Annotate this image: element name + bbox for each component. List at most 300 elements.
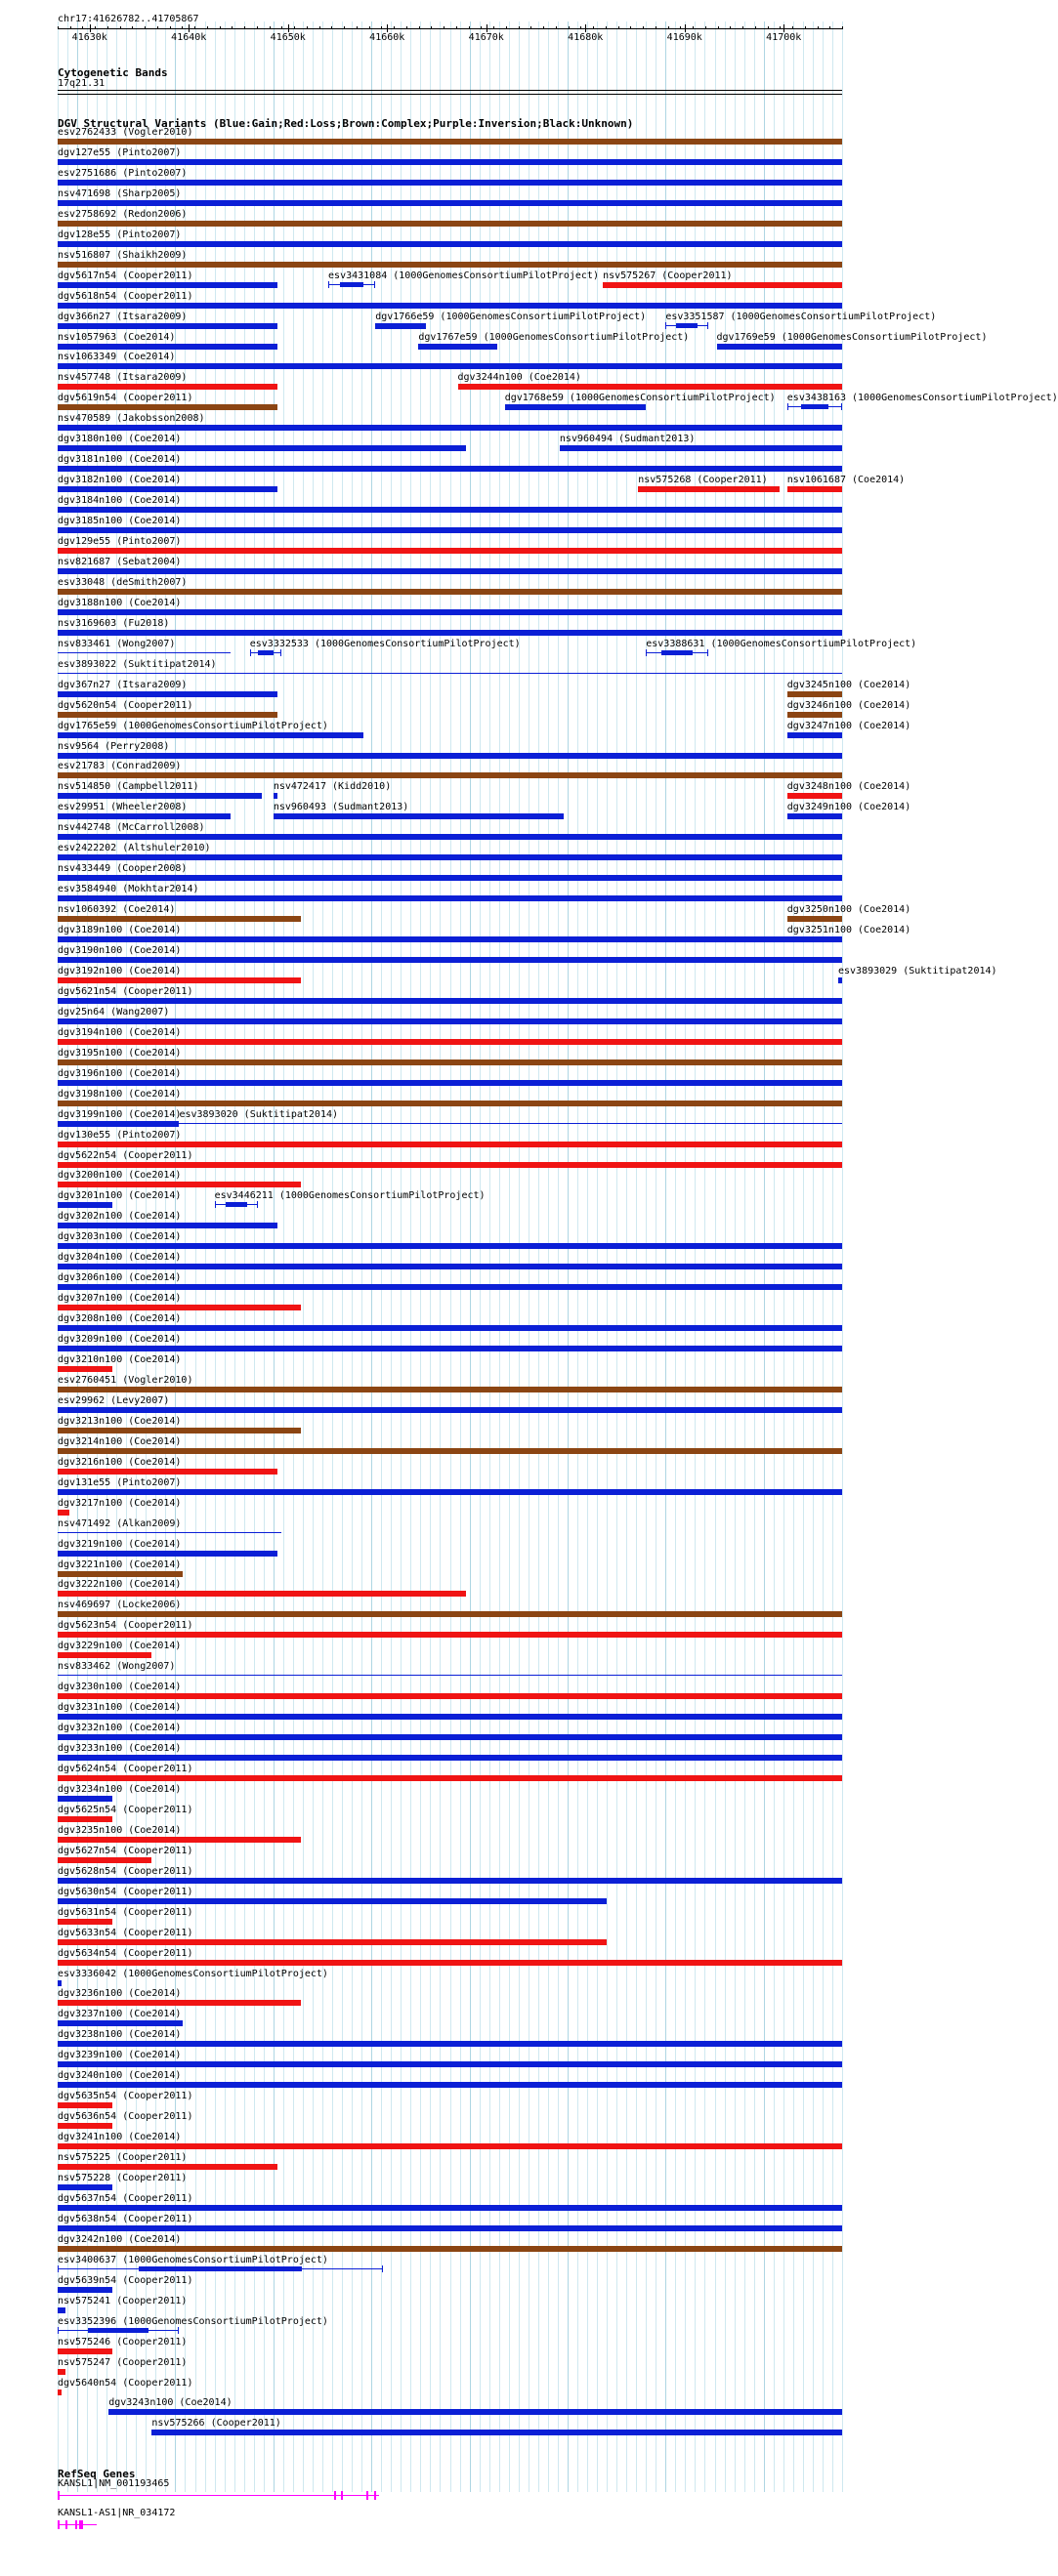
sv-feature-label: dgv5617n54 (Cooper2011) [58,270,193,281]
sv-feature-bar [58,1510,69,1516]
sv-feature-bar [58,1018,842,1024]
sv-feature-block [226,1202,247,1207]
sv-feature-label: esv3893020 (Suktitipat2014) [179,1108,339,1120]
ruler-tick-label: 41690k [666,32,702,43]
sv-feature-bar [58,262,842,268]
sv-feature-bar [58,507,842,513]
sv-feature-bar [787,916,842,922]
ruler-minor-tick [755,26,756,29]
grid-line [480,21,481,2492]
grid-line [460,21,461,2492]
sv-feature-label: dgv3192n100 (Coe2014) [58,965,182,976]
grid-line [352,21,353,2492]
sv-feature-label: dgv5639n54 (Cooper2011) [58,2274,193,2286]
sv-feature-bar [58,2102,112,2108]
sv-feature-block [139,2266,302,2271]
sv-feature-bar [58,1489,842,1495]
ruler-minor-tick [818,26,819,29]
sv-feature-label: dgv131e55 (Pinto2007) [58,1476,182,1488]
sv-feature-end [374,281,375,288]
sv-feature-label: esv3893029 (Suktitipat2014) [837,965,997,976]
sv-feature-label: dgv3196n100 (Coe2014) [58,1067,182,1079]
sv-feature-label: dgv1767e59 (1000GenomesConsortiumPilotProject) [418,331,690,343]
sv-feature-label: esv2422202 (Altshuler2010) [58,843,211,854]
sv-feature-label: dgv3245n100 (Coe2014) [786,679,911,690]
sv-feature-bar [787,813,842,819]
sv-feature-label: dgv3248n100 (Coe2014) [786,781,911,793]
sv-feature-end [58,2327,59,2334]
sv-feature-label: nsv1057963 (Coe2014) [58,331,176,343]
sv-feature-label: nsv516807 (Shaikh2009) [58,249,188,261]
sv-feature-bar [58,1059,842,1065]
sv-feature-label: dgv5636n54 (Cooper2011) [58,2111,193,2123]
sv-feature-bar [58,834,842,840]
sv-feature-label: dgv5628n54 (Cooper2011) [58,1865,193,1877]
sv-feature-label: dgv3250n100 (Coe2014) [786,904,911,916]
sv-feature-bar [787,732,842,738]
sv-feature-end [707,649,708,656]
ruler-tick-label: 41670k [468,32,504,43]
sv-feature-label: dgv3184n100 (Coe2014) [58,495,182,507]
sv-feature-bar [58,1223,277,1228]
sv-feature-end [382,2265,383,2272]
ruler-minor-tick [294,26,295,29]
ruler-minor-tick [805,26,806,29]
ruler-minor-tick [182,26,183,29]
sv-feature-label: esv2762433 (Vogler2010) [58,127,193,138]
sv-feature-bar [787,691,842,697]
grid-line [499,21,500,2492]
sv-feature-bar [58,180,842,186]
sv-feature-bar [58,221,842,227]
sv-feature-end [707,322,708,329]
grid-line [332,21,333,2492]
sv-feature-end [58,2265,59,2272]
ruler-tick-label: 41680k [568,32,604,43]
sv-feature-label: esv3431084 (1000GenomesConsortiumPilotProject) [328,270,599,281]
sv-feature-bar [58,998,842,1004]
sv-feature-bar [58,303,842,309]
sv-feature-label: dgv366n27 (Itsara2009) [58,311,188,322]
ruler-tick-label: 41650k [270,32,306,43]
sv-feature-bar [58,753,842,759]
sv-feature-end [841,403,842,410]
sv-feature-bar [58,895,842,901]
gene-exon [81,2520,83,2529]
grid-line [371,21,372,2492]
sv-feature-label: nsv575247 (Cooper2011) [58,2356,188,2368]
sv-feature-bar [58,568,842,574]
sv-feature-label: dgv367n27 (Itsara2009) [58,679,188,690]
ruler-minor-tick [718,26,719,29]
grid-line [489,21,490,2492]
sv-feature-label: esv33048 (deSmith2007) [58,576,188,588]
sv-feature-bar [274,813,564,819]
sv-feature-bar [638,486,780,492]
sv-feature-label: dgv5637n54 (Cooper2011) [58,2192,193,2204]
ruler-minor-tick [543,26,544,29]
sv-feature-bar [58,200,842,206]
sv-feature-end [178,2327,179,2334]
gene-exon [366,2491,368,2500]
sv-feature-bar [58,1243,842,1249]
sv-feature-label: dgv3244n100 (Coe2014) [457,372,581,384]
sv-feature-label: dgv3210n100 (Coe2014) [58,1354,182,1365]
sv-feature-bar [58,609,842,615]
sv-feature-bar [58,1632,842,1638]
sv-feature-bar [58,159,842,165]
gene-exon [58,2520,60,2529]
sv-feature-label: dgv5620n54 (Cooper2011) [58,699,193,711]
sv-feature-bar [58,2143,842,2149]
ruler-minor-tick [693,26,694,29]
sv-feature-bar [717,344,842,350]
ruler-axis [58,28,842,29]
sv-feature-block [258,650,274,655]
sv-feature-label: dgv3208n100 (Coe2014) [58,1313,182,1325]
sv-feature-bar [418,344,496,350]
sv-feature-label: dgv3203n100 (Coe2014) [58,1231,182,1243]
ruler-minor-tick [705,26,706,29]
sv-feature-bar [58,1652,151,1658]
sv-feature-bar [58,2164,277,2170]
sv-feature-bar [58,1857,151,1863]
sv-feature-label: dgv5621n54 (Cooper2011) [58,985,193,997]
sv-feature-label: nsv960493 (Sudmant2013) [273,802,409,813]
sv-feature-bar [58,2348,112,2354]
sv-feature-label: dgv3222n100 (Coe2014) [58,1579,182,1591]
sv-feature-bar [58,854,842,860]
sv-feature-label: nsv471698 (Sharp2005) [58,187,182,199]
ruler-minor-tick [469,26,470,29]
sv-feature-label: dgv130e55 (Pinto2007) [58,1129,182,1141]
ruler-minor-tick [742,26,743,29]
sv-feature-label: dgv3246n100 (Coe2014) [786,699,911,711]
sv-feature-label: nsv575228 (Cooper2011) [58,2173,188,2183]
sv-feature-bar [58,548,842,554]
sv-feature-label: nsv1063349 (Coe2014) [58,352,176,363]
sv-feature-label: dgv3214n100 (Coe2014) [58,1435,182,1447]
ruler-minor-tick [419,26,420,29]
sv-feature-bar [58,1714,842,1720]
sv-feature-label: nsv470589 (Jakobsson2008) [58,413,205,425]
sv-feature-bar [58,732,363,738]
ruler-minor-tick [580,26,581,29]
ruler-minor-tick [730,26,731,29]
sv-feature-bar [787,936,842,942]
ruler-minor-tick [519,26,520,29]
sv-feature-label: nsv469697 (Locke2006) [58,1600,182,1611]
sv-feature-label: nsv833461 (Wong2007) [58,638,176,649]
sv-feature-label: dgv3189n100 (Coe2014) [58,925,182,936]
cytoband-title[interactable]: Cytogenetic Bands [58,66,168,79]
grid-line [401,21,402,2492]
sv-feature-bar [58,589,842,595]
sv-feature-bar [58,957,842,963]
ruler-major-tick [189,24,190,32]
sv-feature-bar [58,977,301,983]
sv-feature-bar [58,1407,842,1413]
sv-feature-bar [58,1469,277,1475]
sv-feature-label: dgv5627n54 (Cooper2011) [58,1845,193,1856]
sv-feature-label: dgv1766e59 (1000GenomesConsortiumPilotProject) [375,311,647,322]
sv-feature-label: dgv3235n100 (Coe2014) [58,1824,182,1836]
ruler-major-tick [685,24,686,32]
sv-feature-label: nsv457748 (Itsara2009) [58,372,188,384]
sv-feature-label: dgv3185n100 (Coe2014) [58,516,182,527]
sv-feature-bar [58,1264,842,1269]
sv-feature-label: dgv3213n100 (Coe2014) [58,1415,182,1427]
dgv-track-title[interactable]: DGV Structural Variants (Blue:Gain;Red:Loss;Brown:Complex;Purple:Inversion;Black:Unknown) [58,117,634,130]
sv-feature-bar [58,466,842,472]
sv-feature-label: nsv472417 (Kidd2010) [273,781,392,793]
sv-feature-label: esv2758692 (Redon2006) [58,208,188,220]
sv-feature-label: esv3351587 (1000GenomesConsortiumPilotProject) [665,311,937,322]
sv-feature-bar [58,1775,842,1781]
sv-feature-block [340,282,363,287]
sv-feature-label: dgv3199n100 (Coe2014) [58,1108,182,1120]
sv-feature-end [280,649,281,656]
sv-feature-bar [58,384,277,390]
sv-feature-label: nsv833462 (Wong2007) [58,1661,176,1673]
sv-feature-label: dgv3217n100 (Coe2014) [58,1497,182,1509]
sv-feature-block [801,404,828,409]
grid-line [274,21,275,2492]
sv-feature-block [661,650,693,655]
sv-feature-bar [58,2246,842,2252]
grid-line [342,21,343,2492]
sv-feature-bar [787,793,842,799]
sv-feature-label: dgv3241n100 (Coe2014) [58,2132,182,2143]
ruler-major-tick [387,24,388,32]
sv-feature-label: dgv5623n54 (Cooper2011) [58,1620,193,1632]
gene-exon [75,2520,77,2529]
sv-feature-label: dgv3229n100 (Coe2014) [58,1641,182,1652]
cytoband-line [58,90,842,91]
sv-feature-bar [58,1796,112,1802]
grid-line [283,21,284,2492]
ruler-minor-tick [145,26,146,29]
grid-line [361,21,362,2492]
ruler-minor-tick [70,26,71,29]
gene-intron-line [58,2495,379,2496]
sv-feature-bar [505,404,647,410]
sv-feature-label: dgv5625n54 (Cooper2011) [58,1804,193,1815]
sv-feature-label: nsv471492 (Alkan2009) [58,1517,182,1529]
gene-label: KANSL1|NM_001193465 [58,2478,170,2489]
sv-feature-label: dgv3238n100 (Coe2014) [58,2029,182,2041]
sv-feature-bar [58,793,262,799]
sv-feature-line [179,1123,842,1124]
sv-feature-label: dgv3182n100 (Coe2014) [58,475,182,486]
ruler-minor-tick [481,26,482,29]
sv-feature-label: dgv1768e59 (1000GenomesConsortiumPilotProject) [504,393,776,404]
sv-feature-bar [58,1611,842,1617]
sv-feature-label: dgv3249n100 (Coe2014) [786,802,911,813]
sv-feature-label: dgv3216n100 (Coe2014) [58,1456,182,1468]
sv-feature-label: dgv3200n100 (Coe2014) [58,1170,182,1182]
grid-line [293,21,294,2492]
ruler-tick-label: 41700k [766,32,802,43]
sv-feature-label: esv29951 (Wheeler2008) [58,802,188,813]
ruler-minor-tick [232,26,233,29]
ruler-minor-tick [257,26,258,29]
sv-feature-label: dgv3234n100 (Coe2014) [58,1783,182,1795]
sv-feature-bar [58,1182,301,1187]
ruler-tick-label: 41660k [369,32,405,43]
sv-feature-bar [58,1202,112,1208]
sv-feature-bar [58,1898,607,1904]
sv-feature-bar [58,1428,301,1433]
gene-exon [341,2491,343,2500]
sv-feature-label: esv3584940 (Mokhtar2014) [58,884,199,895]
sv-feature-label: dgv3194n100 (Coe2014) [58,1026,182,1038]
sv-feature-bar [458,384,842,390]
sv-feature-bar [787,486,842,492]
sv-feature-label: dgv5635n54 (Cooper2011) [58,2091,193,2102]
sv-feature-bar [375,323,426,329]
gene-intron-line [58,2524,97,2525]
sv-feature-bar [58,1101,842,1106]
sv-feature-bar [58,1039,842,1045]
sv-feature-line [58,1675,842,1676]
ruler-minor-tick [132,26,133,29]
sv-feature-label: esv3446211 (1000GenomesConsortiumPilotProject) [214,1190,486,1202]
ruler-minor-tick [170,26,171,29]
ruler-minor-tick [357,26,358,29]
grid-line [783,21,784,2492]
ruler-minor-tick [319,26,320,29]
sv-feature-bar [58,344,277,350]
grid-line [264,21,265,2492]
grid-line [244,21,245,2492]
sv-feature-label: dgv3231n100 (Coe2014) [58,1702,182,1714]
ruler-minor-tick [107,26,108,29]
sv-feature-bar [58,2061,842,2067]
sv-feature-end [215,1201,216,1208]
ruler-minor-tick [431,26,432,29]
ruler-minor-tick [194,26,195,29]
grid-line [410,21,411,2492]
ruler-minor-tick [207,26,208,29]
sv-feature-label: dgv3239n100 (Coe2014) [58,2050,182,2061]
sv-feature-label: dgv5622n54 (Cooper2011) [58,1149,193,1161]
ruler-minor-tick [331,26,332,29]
ruler-major-tick [585,24,586,32]
sv-feature-bar [58,323,277,329]
sv-feature-label: dgv3247n100 (Coe2014) [786,720,911,731]
sv-feature-bar [58,1551,277,1557]
sv-feature-label: dgv3230n100 (Coe2014) [58,1682,182,1693]
sv-feature-bar [58,2184,112,2190]
ruler-minor-tick [307,26,308,29]
sv-feature-label: nsv575246 (Cooper2011) [58,2336,188,2347]
sv-feature-label: nsv442748 (McCarroll2008) [58,822,205,834]
sv-feature-bar [58,1878,842,1884]
sv-feature-bar [58,1960,842,1966]
cytoband-line-2 [58,94,842,95]
ruler-major-tick [288,24,289,32]
ruler-minor-tick [842,26,843,29]
grid-line [450,21,451,2492]
ruler-minor-tick [394,26,395,29]
sv-feature-bar [58,813,231,819]
sv-feature-bar [58,2020,183,2026]
sv-feature-bar [58,691,277,697]
sv-feature-label: dgv129e55 (Pinto2007) [58,536,182,547]
ruler-minor-tick [530,26,531,29]
sv-feature-label: nsv575268 (Cooper2011) [638,475,768,486]
sv-feature-bar [58,425,842,431]
sv-feature-bar [58,936,842,942]
sv-feature-label: dgv128e55 (Pinto2007) [58,229,182,240]
sv-feature-label: nsv1061687 (Coe2014) [786,475,906,486]
sv-feature-label: dgv5638n54 (Cooper2011) [58,2213,193,2224]
ruler-minor-tick [220,26,221,29]
sv-feature-label: dgv1769e59 (1000GenomesConsortiumPilotProject) [716,331,988,343]
sv-feature-label: nsv1060392 (Coe2014) [58,904,176,916]
refseq-track-title[interactable]: RefSeq Genes [58,2468,136,2480]
sv-feature-bar [58,1816,112,1822]
sv-feature-bar [108,2409,842,2415]
sv-feature-label: dgv127e55 (Pinto2007) [58,146,182,158]
ruler-minor-tick [792,26,793,29]
sv-feature-end [787,403,788,410]
sv-feature-bar [58,712,277,718]
gene-exon [58,2491,60,2500]
ruler-minor-tick [780,26,781,29]
sv-feature-bar [58,1325,842,1331]
sv-feature-bar [58,1284,842,1290]
position-label: chr17:41626782..41705867 [58,14,199,24]
sv-feature-bar [58,772,842,778]
sv-feature-bar [58,445,466,451]
sv-feature-label: nsv960494 (Sudmant2013) [559,434,696,445]
sv-feature-bar [58,139,842,145]
gene-exon [65,2520,67,2529]
sv-feature-bar [58,916,301,922]
sv-feature-label: dgv1765e59 (1000GenomesConsortiumPilotProject) [58,720,328,731]
sv-feature-bar [560,445,842,451]
sv-feature-label: dgv3251n100 (Coe2014) [786,925,911,936]
sv-feature-bar [274,793,277,799]
sv-feature-bar [58,1755,842,1761]
sv-feature-bar [58,1837,301,1843]
sv-feature-end [646,649,647,656]
sv-feature-label: dgv5631n54 (Cooper2011) [58,1906,193,1918]
sv-feature-label: dgv3240n100 (Coe2014) [58,2070,182,2082]
sv-feature-bar [58,1939,607,1945]
sv-feature-label: nsv575267 (Cooper2011) [603,270,733,281]
grid-line [215,21,216,2492]
sv-feature-bar [58,2123,112,2129]
sv-feature-label: nsv3169603 (Fu2018) [58,617,170,629]
sv-feature-bar [58,486,277,492]
sv-feature-bar [58,2369,65,2375]
sv-feature-label: dgv3236n100 (Coe2014) [58,1988,182,2000]
sv-feature-line [58,652,231,653]
ruler-minor-tick [270,26,271,29]
sv-feature-block [88,2328,148,2333]
sv-feature-label: dgv3190n100 (Coe2014) [58,945,182,956]
sv-feature-label: esv3352396 (1000GenomesConsortiumPilotProject) [58,2315,328,2327]
sv-feature-label: nsv575266 (Cooper2011) [151,2418,281,2430]
sv-feature-label: dgv3201n100 (Coe2014) [58,1190,182,1202]
sv-feature-label: nsv514850 (Campbell2011) [58,781,199,793]
grid-line [195,21,196,2492]
ruler-minor-tick [381,26,382,29]
sv-feature-label: dgv5618n54 (Cooper2011) [58,290,193,302]
